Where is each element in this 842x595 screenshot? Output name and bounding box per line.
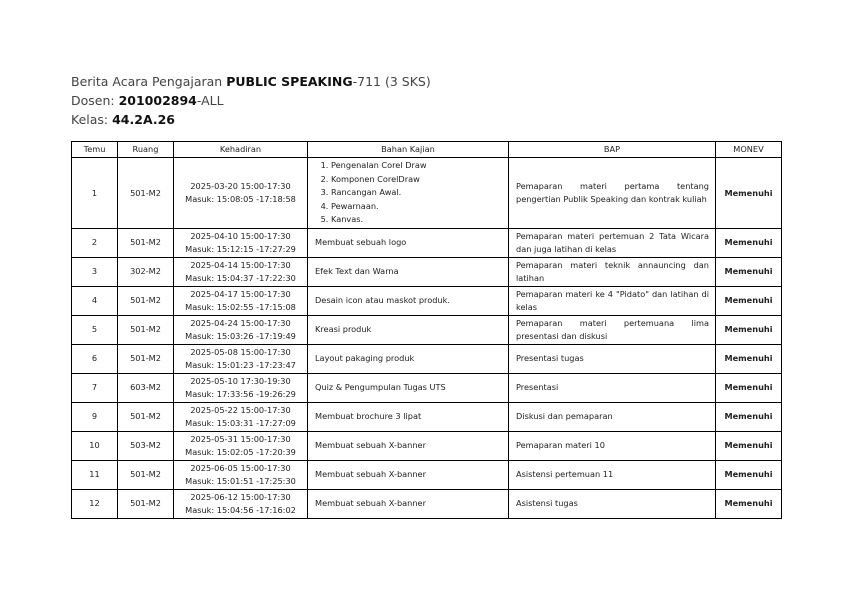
cell-ruang: 501-M2 bbox=[118, 315, 174, 344]
jadwal-text: 2025-06-05 15:00-17:30 bbox=[190, 463, 291, 474]
cell-ruang: 302-M2 bbox=[118, 257, 174, 286]
table-row bbox=[72, 315, 782, 344]
cell-bap: Asistensi pertemuan 11 bbox=[509, 460, 716, 489]
cell-kehadiran bbox=[174, 373, 308, 402]
jadwal-text: 2025-05-31 15:00-17:30 bbox=[190, 434, 291, 445]
cell-kehadiran bbox=[174, 344, 308, 373]
cell-ruang: 501-M2 bbox=[118, 286, 174, 315]
table-row bbox=[72, 460, 782, 489]
cell-monev: Memenuhi bbox=[716, 489, 782, 518]
table-body bbox=[72, 158, 782, 519]
cell-ruang: 501-M2 bbox=[118, 344, 174, 373]
cell-kehadiran bbox=[174, 228, 308, 257]
cell-bahan-kajian: Membuat sebuah logo bbox=[308, 228, 509, 257]
document-header bbox=[71, 72, 431, 129]
table-row bbox=[72, 431, 782, 460]
title-suffix: -711 (3 SKS) bbox=[352, 74, 431, 89]
table-row bbox=[72, 257, 782, 286]
col-header-temu: Temu bbox=[72, 142, 118, 158]
cell-bap: Diskusi dan pemaparan bbox=[509, 402, 716, 431]
cell-bahan-kajian: Membuat sebuah X-banner bbox=[308, 431, 509, 460]
jadwal-text: 2025-05-10 17:30-19:30 bbox=[190, 376, 291, 387]
jadwal-text: 2025-04-10 15:00-17:30 bbox=[190, 231, 291, 242]
kelas-value: 44.2A.26 bbox=[112, 112, 175, 127]
dosen-label: Dosen: bbox=[71, 93, 119, 108]
bahan-list-item: 5. Kanvas. bbox=[331, 213, 504, 227]
col-header-ruang: Ruang bbox=[118, 142, 174, 158]
cell-monev: Memenuhi bbox=[716, 431, 782, 460]
cell-bap: Pemaparan materi pertama tentang pengertian Publik Speaking dan kontrak kuliah bbox=[509, 158, 716, 229]
table-row bbox=[72, 344, 782, 373]
cell-bahan-kajian: Efek Text dan Warna bbox=[308, 257, 509, 286]
cell-bahan-kajian: Layout pakaging produk bbox=[308, 344, 509, 373]
attendance-table bbox=[71, 141, 782, 519]
cell-bap: Pemaparan materi 10 bbox=[509, 431, 716, 460]
cell-bahan-kajian: Membuat brochure 3 lipat bbox=[308, 402, 509, 431]
cell-kehadiran bbox=[174, 402, 308, 431]
cell-temu: 4 bbox=[72, 286, 118, 315]
cell-ruang: 501-M2 bbox=[118, 460, 174, 489]
cell-bap: Pemaparan materi ke 4 "Pidato" dan latihan di kelas bbox=[509, 286, 716, 315]
cell-temu: 10 bbox=[72, 431, 118, 460]
masuk-text: Masuk: 15:01:51 -17:25:30 bbox=[185, 475, 296, 486]
cell-kehadiran bbox=[174, 489, 308, 518]
cell-monev: Memenuhi bbox=[716, 228, 782, 257]
cell-monev: Memenuhi bbox=[716, 257, 782, 286]
cell-temu: 11 bbox=[72, 460, 118, 489]
table-row bbox=[72, 228, 782, 257]
cell-bap: Asistensi tugas bbox=[509, 489, 716, 518]
masuk-text: Masuk: 15:03:31 -17:27:09 bbox=[185, 417, 296, 428]
cell-monev: Memenuhi bbox=[716, 344, 782, 373]
jadwal-text: 2025-06-12 15:00-17:30 bbox=[190, 492, 291, 503]
masuk-text: Masuk: 15:12:15 -17:27:29 bbox=[185, 243, 296, 254]
course-name: PUBLIC SPEAKING bbox=[226, 74, 353, 89]
col-header-kehadiran: Kehadiran bbox=[174, 142, 308, 158]
kelas-line bbox=[71, 110, 431, 129]
cell-bahan-kajian: Membuat sebuah X-banner bbox=[308, 489, 509, 518]
bahan-list-item: 1. Pengenalan Corel Draw bbox=[331, 159, 504, 173]
cell-kehadiran bbox=[174, 460, 308, 489]
masuk-text: Masuk: 15:02:55 -17:15:08 bbox=[185, 301, 296, 312]
cell-bap: Presentasi bbox=[509, 373, 716, 402]
cell-bahan-kajian: Membuat sebuah X-banner bbox=[308, 460, 509, 489]
cell-ruang: 503-M2 bbox=[118, 431, 174, 460]
cell-monev: Memenuhi bbox=[716, 460, 782, 489]
title-line bbox=[71, 72, 431, 91]
col-header-bahan-kajian: Bahan Kajian bbox=[308, 142, 509, 158]
cell-bap: Pemaparan materi pertemuana lima presentasi dan diskusi bbox=[509, 315, 716, 344]
kelas-label: Kelas: bbox=[71, 112, 113, 127]
cell-temu: 3 bbox=[72, 257, 118, 286]
cell-bahan-kajian: Quiz & Pengumpulan Tugas UTS bbox=[308, 373, 509, 402]
cell-monev: Memenuhi bbox=[716, 158, 782, 229]
bahan-list bbox=[315, 159, 504, 227]
table-row bbox=[72, 373, 782, 402]
cell-monev: Memenuhi bbox=[716, 373, 782, 402]
cell-temu: 1 bbox=[72, 158, 118, 229]
dosen-line bbox=[71, 91, 431, 110]
dosen-id: 201002894 bbox=[118, 93, 197, 108]
col-header-bap: BAP bbox=[509, 142, 716, 158]
cell-temu: 9 bbox=[72, 402, 118, 431]
cell-ruang: 501-M2 bbox=[118, 228, 174, 257]
cell-temu: 5 bbox=[72, 315, 118, 344]
title-prefix: Berita Acara Pengajaran bbox=[71, 74, 227, 89]
cell-temu: 2 bbox=[72, 228, 118, 257]
jadwal-text: 2025-04-17 15:00-17:30 bbox=[190, 289, 291, 300]
cell-bap: Presentasi tugas bbox=[509, 344, 716, 373]
cell-ruang: 501-M2 bbox=[118, 489, 174, 518]
cell-bahan-kajian: Kreasi produk bbox=[308, 315, 509, 344]
bahan-list-item: 2. Komponen CorelDraw bbox=[331, 173, 504, 187]
masuk-text: Masuk: 15:03:26 -17:19:49 bbox=[185, 330, 296, 341]
cell-kehadiran bbox=[174, 257, 308, 286]
cell-bap: Pemaparan materi teknik annauncing dan latihan bbox=[509, 257, 716, 286]
jadwal-text: 2025-05-08 15:00-17:30 bbox=[190, 347, 291, 358]
table-row bbox=[72, 489, 782, 518]
cell-ruang: 603-M2 bbox=[118, 373, 174, 402]
cell-bahan-kajian bbox=[308, 158, 509, 229]
jadwal-text: 2025-03-20 15:00-17:30 bbox=[190, 181, 291, 192]
masuk-text: Masuk: 15:08:05 -17:18:58 bbox=[185, 193, 296, 204]
cell-kehadiran bbox=[174, 431, 308, 460]
cell-monev: Memenuhi bbox=[716, 402, 782, 431]
dosen-suffix: -ALL bbox=[196, 93, 224, 108]
masuk-text: Masuk: 17:33:56 -19:26:29 bbox=[185, 388, 296, 399]
masuk-text: Masuk: 15:04:37 -17:22:30 bbox=[185, 272, 296, 283]
cell-kehadiran bbox=[174, 315, 308, 344]
masuk-text: Masuk: 15:01:23 -17:23:47 bbox=[185, 359, 296, 370]
cell-kehadiran bbox=[174, 286, 308, 315]
cell-monev: Memenuhi bbox=[716, 286, 782, 315]
masuk-text: Masuk: 15:02:05 -17:20:39 bbox=[185, 446, 296, 457]
cell-bahan-kajian: Desain icon atau maskot produk. bbox=[308, 286, 509, 315]
cell-kehadiran bbox=[174, 158, 308, 229]
cell-ruang: 501-M2 bbox=[118, 158, 174, 229]
jadwal-text: 2025-04-14 15:00-17:30 bbox=[190, 260, 291, 271]
table-header-row bbox=[72, 142, 782, 158]
cell-ruang: 501-M2 bbox=[118, 402, 174, 431]
cell-monev: Memenuhi bbox=[716, 315, 782, 344]
bahan-list-item: 4. Pewarnaan. bbox=[331, 200, 504, 214]
masuk-text: Masuk: 15:04:56 -17:16:02 bbox=[185, 504, 296, 515]
table-row bbox=[72, 286, 782, 315]
cell-bap: Pemaparan materi pertemuan 2 Tata Wicara dan juga latihan di kelas bbox=[509, 228, 716, 257]
jadwal-text: 2025-04-24 15:00-17:30 bbox=[190, 318, 291, 329]
cell-temu: 6 bbox=[72, 344, 118, 373]
table-row bbox=[72, 402, 782, 431]
bahan-list-item: 3. Rancangan Awal. bbox=[331, 186, 504, 200]
cell-temu: 7 bbox=[72, 373, 118, 402]
cell-temu: 12 bbox=[72, 489, 118, 518]
col-header-monev: MONEV bbox=[716, 142, 782, 158]
table-row bbox=[72, 158, 782, 229]
jadwal-text: 2025-05-22 15:00-17:30 bbox=[190, 405, 291, 416]
